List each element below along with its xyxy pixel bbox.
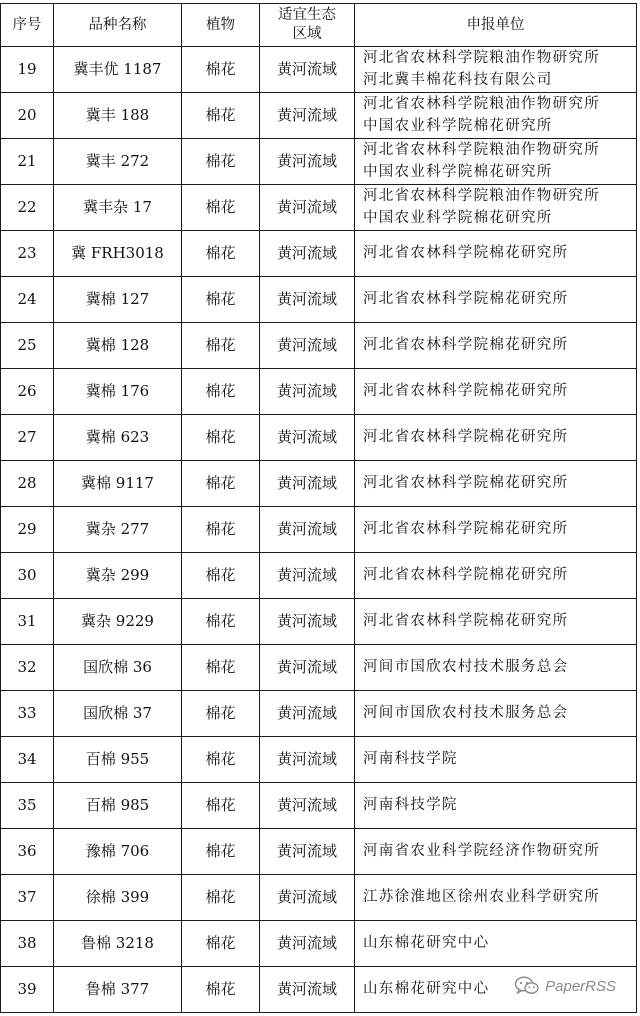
cell-no: 24 [1, 277, 54, 323]
cell-no: 29 [1, 507, 54, 553]
cell-plant: 棉花 [182, 47, 260, 93]
table-row [1, 185, 637, 231]
cell-variety: 冀丰 188 [54, 93, 182, 139]
cell-region: 黄河流域 [260, 461, 355, 507]
cell-variety: 国欣棉 37 [54, 691, 182, 737]
cell-variety: 冀丰 272 [54, 139, 182, 185]
cell-applicant [355, 369, 637, 415]
table-row [1, 231, 637, 277]
applicant-line: 河南科技学院 [363, 797, 458, 813]
applicant-line: 中国农业科学院棉花研究所 [363, 210, 553, 226]
cell-region: 黄河流域 [260, 231, 355, 277]
cell-no: 37 [1, 875, 54, 921]
table-row [1, 783, 637, 829]
header-applicant: 申报单位 [355, 4, 637, 47]
cell-region: 黄河流域 [260, 277, 355, 323]
cell-variety: 冀棉 128 [54, 323, 182, 369]
cell-no: 22 [1, 185, 54, 231]
cell-applicant [355, 737, 637, 783]
cell-applicant [355, 323, 637, 369]
cell-region: 黄河流域 [260, 875, 355, 921]
table-row [1, 139, 637, 185]
cell-plant: 棉花 [182, 829, 260, 875]
cell-region: 黄河流域 [260, 829, 355, 875]
cell-variety: 鲁棉 377 [54, 967, 182, 1013]
applicant-line: 河北省农林科学院棉花研究所 [363, 613, 569, 629]
cell-variety: 冀 FRH3018 [54, 231, 182, 277]
cell-variety: 冀杂 299 [54, 553, 182, 599]
cell-region: 黄河流域 [260, 369, 355, 415]
applicant-line: 河北省农林科学院棉花研究所 [363, 521, 569, 537]
cell-variety: 冀棉 127 [54, 277, 182, 323]
applicant-line: 河北省农林科学院粮油作物研究所 [363, 188, 600, 204]
table-row [1, 47, 637, 93]
cell-region: 黄河流域 [260, 47, 355, 93]
cell-no: 28 [1, 461, 54, 507]
cell-variety: 冀丰优 1187 [54, 47, 182, 93]
cell-no: 38 [1, 921, 54, 967]
cell-no: 25 [1, 323, 54, 369]
cell-no: 35 [1, 783, 54, 829]
cell-variety: 冀棉 623 [54, 415, 182, 461]
cell-plant: 棉花 [182, 967, 260, 1013]
cell-variety: 冀棉 9117 [54, 461, 182, 507]
cell-no: 20 [1, 93, 54, 139]
cell-region: 黄河流域 [260, 323, 355, 369]
applicant-line: 河南省农业科学院经济作物研究所 [363, 843, 600, 859]
table-row [1, 737, 637, 783]
cell-no: 34 [1, 737, 54, 783]
cell-applicant [355, 185, 637, 231]
cell-applicant [355, 415, 637, 461]
cell-applicant [355, 553, 637, 599]
cell-variety: 百棉 985 [54, 783, 182, 829]
cell-plant: 棉花 [182, 415, 260, 461]
cell-no: 19 [1, 47, 54, 93]
cell-plant: 棉花 [182, 691, 260, 737]
applicant-line: 河间市国欣农村技术服务总会 [363, 659, 569, 675]
table-row [1, 369, 637, 415]
applicant-line: 山东棉花研究中心 [363, 935, 490, 951]
cell-variety: 徐棉 399 [54, 875, 182, 921]
cell-applicant [355, 507, 637, 553]
cell-no: 30 [1, 553, 54, 599]
table-row [1, 921, 637, 967]
cell-plant: 棉花 [182, 185, 260, 231]
cell-no: 32 [1, 645, 54, 691]
cell-region: 黄河流域 [260, 599, 355, 645]
cell-region: 黄河流域 [260, 139, 355, 185]
table-row [1, 875, 637, 921]
applicant-line: 河间市国欣农村技术服务总会 [363, 705, 569, 721]
table-row [1, 415, 637, 461]
table-row [1, 645, 637, 691]
table-row [1, 829, 637, 875]
cell-plant: 棉花 [182, 461, 260, 507]
header-row [1, 4, 637, 47]
cell-applicant [355, 47, 637, 93]
table-row [1, 599, 637, 645]
table-row [1, 691, 637, 737]
cell-region: 黄河流域 [260, 691, 355, 737]
cell-region: 黄河流域 [260, 921, 355, 967]
applicant-line: 河北省农林科学院棉花研究所 [363, 291, 569, 307]
cell-region: 黄河流域 [260, 507, 355, 553]
cell-plant: 棉花 [182, 139, 260, 185]
cell-applicant [355, 599, 637, 645]
cell-plant: 棉花 [182, 599, 260, 645]
cell-region: 黄河流域 [260, 737, 355, 783]
applicant-line: 山东棉花研究中心 [363, 981, 490, 997]
cell-region: 黄河流域 [260, 553, 355, 599]
applicant-line: 江苏徐淮地区徐州农业科学研究所 [363, 889, 600, 905]
cell-variety: 冀丰杂 17 [54, 185, 182, 231]
header-region [260, 4, 355, 47]
applicant-line: 河南科技学院 [363, 751, 458, 767]
cell-applicant [355, 829, 637, 875]
cell-variety: 百棉 955 [54, 737, 182, 783]
table-header [1, 4, 637, 47]
cell-plant: 棉花 [182, 369, 260, 415]
applicant-line: 河北省农林科学院棉花研究所 [363, 337, 569, 353]
cell-region: 黄河流域 [260, 93, 355, 139]
table-row [1, 461, 637, 507]
cell-applicant [355, 783, 637, 829]
cell-plant: 棉花 [182, 645, 260, 691]
cell-region: 黄河流域 [260, 645, 355, 691]
cell-applicant [355, 93, 637, 139]
applicant-line: 河北省农林科学院棉花研究所 [363, 245, 569, 261]
cell-plant: 棉花 [182, 553, 260, 599]
cell-region: 黄河流域 [260, 783, 355, 829]
table-row [1, 323, 637, 369]
cell-no: 39 [1, 967, 54, 1013]
cell-applicant [355, 691, 637, 737]
cell-variety: 豫棉 706 [54, 829, 182, 875]
cell-variety: 鲁棉 3218 [54, 921, 182, 967]
cell-no: 33 [1, 691, 54, 737]
applicant-line: 中国农业科学院棉花研究所 [363, 164, 553, 180]
cell-region: 黄河流域 [260, 967, 355, 1013]
applicant-line: 河北省农林科学院棉花研究所 [363, 429, 569, 445]
cell-applicant [355, 875, 637, 921]
cell-region: 黄河流域 [260, 415, 355, 461]
cell-no: 21 [1, 139, 54, 185]
cell-variety: 冀棉 176 [54, 369, 182, 415]
cell-plant: 棉花 [182, 277, 260, 323]
cell-no: 26 [1, 369, 54, 415]
cell-plant: 棉花 [182, 921, 260, 967]
cell-plant: 棉花 [182, 507, 260, 553]
cell-plant: 棉花 [182, 783, 260, 829]
applicant-line: 河北省农林科学院粮油作物研究所 [363, 50, 600, 66]
table-row [1, 507, 637, 553]
applicant-line: 河北省农林科学院棉花研究所 [363, 383, 569, 399]
cell-plant: 棉花 [182, 875, 260, 921]
table-row [1, 277, 637, 323]
watermark-text: PaperRSS [545, 977, 616, 995]
watermark [510, 974, 620, 998]
applicant-line: 河北省农林科学院粮油作物研究所 [363, 142, 600, 158]
header-variety: 品种名称 [54, 4, 182, 47]
cell-no: 27 [1, 415, 54, 461]
cell-applicant [355, 231, 637, 277]
cell-plant: 棉花 [182, 93, 260, 139]
cell-variety: 冀杂 9229 [54, 599, 182, 645]
cell-plant: 棉花 [182, 737, 260, 783]
cell-applicant [355, 921, 637, 967]
cell-variety: 国欣棉 36 [54, 645, 182, 691]
cell-plant: 棉花 [182, 231, 260, 277]
header-plant: 植物 [182, 4, 260, 47]
cell-region: 黄河流域 [260, 185, 355, 231]
cell-applicant [355, 277, 637, 323]
cell-variety: 冀杂 277 [54, 507, 182, 553]
applicant-line: 河北省农林科学院粮油作物研究所 [363, 96, 600, 112]
header-region-label: 适宜生态区域 [278, 7, 336, 42]
applicant-line: 中国农业科学院棉花研究所 [363, 118, 553, 134]
cell-no: 36 [1, 829, 54, 875]
cell-applicant [355, 645, 637, 691]
header-no: 序号 [1, 4, 54, 47]
cell-plant: 棉花 [182, 323, 260, 369]
variety-table [0, 3, 637, 1013]
cell-applicant [355, 139, 637, 185]
applicant-line: 河北省农林科学院棉花研究所 [363, 567, 569, 583]
cell-no: 23 [1, 231, 54, 277]
wechat-icon [514, 976, 540, 996]
table-row [1, 93, 637, 139]
table-row [1, 553, 637, 599]
applicant-line: 河北省农林科学院棉花研究所 [363, 475, 569, 491]
applicant-line: 河北冀丰棉花科技有限公司 [363, 72, 553, 88]
cell-applicant [355, 461, 637, 507]
table-body [1, 47, 637, 1013]
cell-no: 31 [1, 599, 54, 645]
